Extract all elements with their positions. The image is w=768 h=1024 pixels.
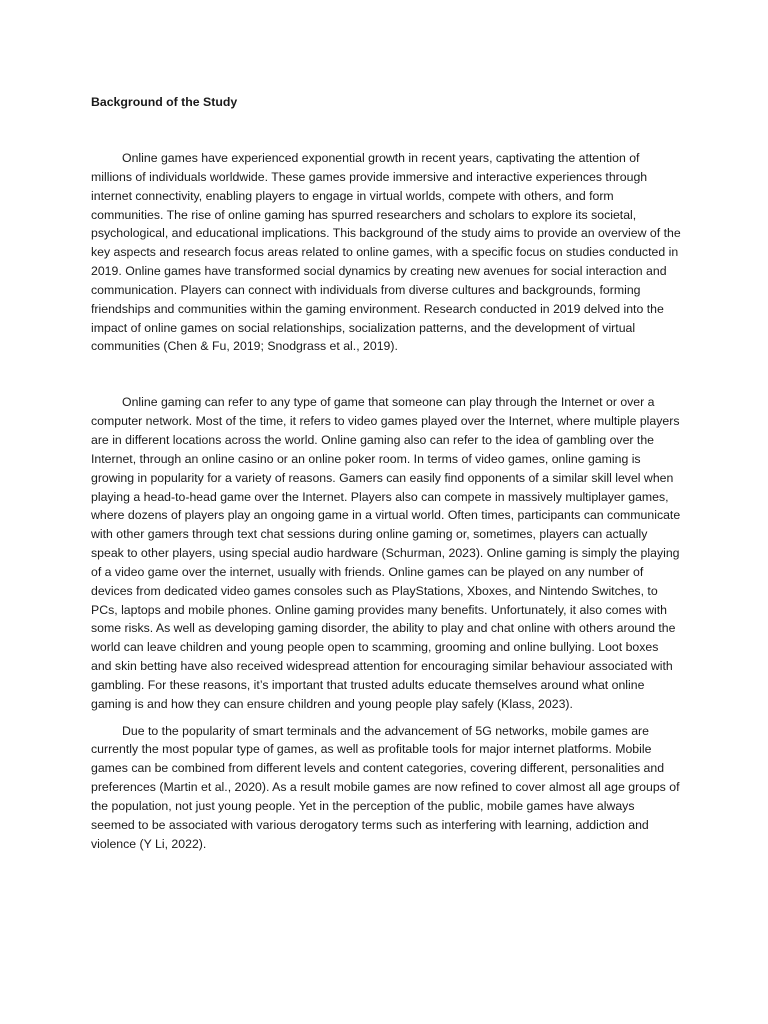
paragraph-3: Due to the popularity of smart terminals and the advancement of 5G networks, mobile games are currently the most popular type of games, as well as profitable tools for major internet platforms. Mobile games can be combined from different levels and content categories, covering different, personalities and preferences (Martin et al., 2020). As a result mobile games are now refined to cover almost all age groups of the population, not just young people. Yet in the perception of the public, mobile games have always seemed to be associated with various derogatory terms such as interfering with learning, addiction and violence (Y Li, 2022). (91, 723, 680, 851)
paragraph-1: Online games have experienced exponential growth in recent years, captivating the attention of millions of individuals worldwide. These games provide immersive and interactive experiences through internet connectivity, enabling players to engage in virtual worlds, compete with others, and form communities. The rise of online gaming has spurred researchers and scholars to explore its societal, psychological, and educational implications. This background of the study aims to provide an overview of the key aspects and research focus areas related to online games, with a specific focus on studies conducted in 2019. Online games have transformed social dynamics by creating new avenues for social interaction and communication. Players can connect with individuals from diverse cultures and backgrounds, forming friendships and communities within the gaming environment. Research conducted in 2019 delved into the impact of online games on social relationships, socialization patterns, and the development of virtual communities (Chen & Fu, 2019; Snodgrass et al., 2019). (91, 151, 681, 354)
document-body (91, 93, 681, 854)
paragraph-2: Online gaming can refer to any type of game that someone can play through the Internet or over a computer network. Most of the time, it refers to video games played over the Internet, where multiple players are in different locations across the world. Online gaming also can refer to the idea of gambling over the Internet, through an online casino or an online poker room. In terms of video games, online gaming is growing in popularity for a variety of reasons. Gamers can easily find opponents of a similar skill level when playing a head-to-head game over the Internet. Players also can compete in massively multiplayer games, where dozens of players play an ongoing game in a virtual world. Often times, participants can communicate with other gamers through text chat sessions during online gaming or, sometimes, players can actually speak to other players, using special audio hardware (Schurman, 2023). Online gaming is simply the playing of a video game over the internet, usually with friends. Online games can be played on any number of devices from dedicated video games consoles such as PlayStations, Xboxes, and Nintendo Switches, to PCs, laptops and mobile phones. Online gaming provides many benefits. Unfortunately, it also comes with some risks. As well as developing gaming disorder, the ability to play and chat online with others around the world can leave children and young people open to scamming, grooming and online bullying. Loot boxes and skin betting have also received widespread attention for encouraging similar behaviour associated with gambling. For these reasons, it’s important that trusted adults educate themselves around what online gaming is and how they can ensure children and young people play safely (Klass, 2023). (91, 395, 681, 711)
section-heading: Background of the Study (91, 95, 238, 109)
